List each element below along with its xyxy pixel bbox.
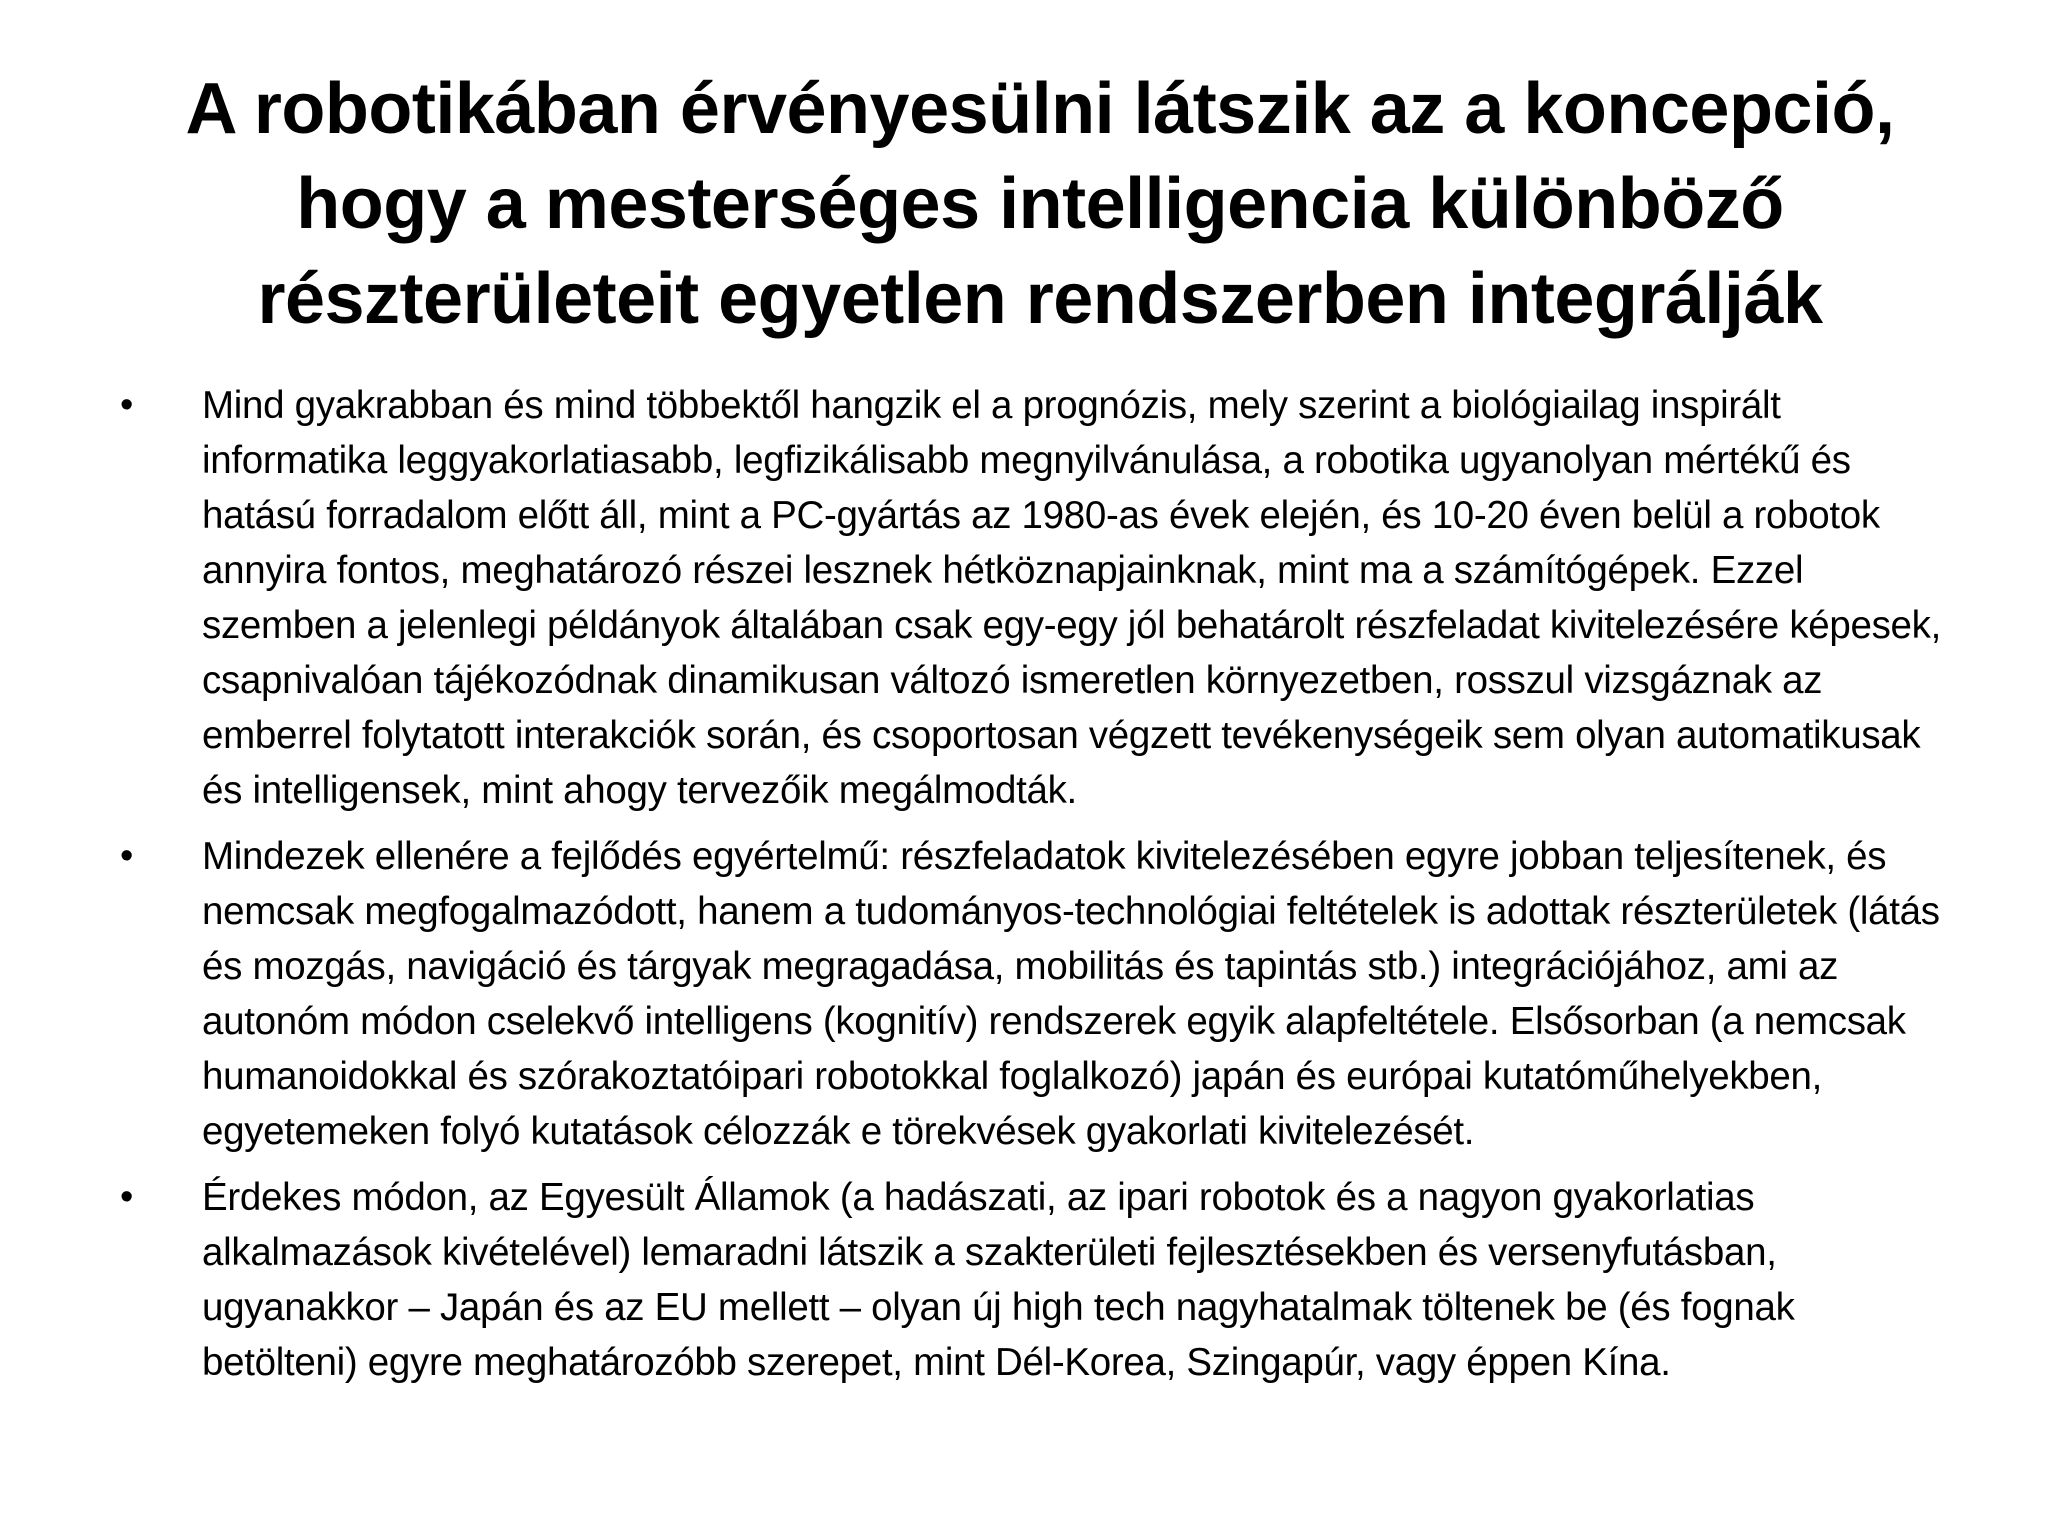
bullet-dot-icon: • — [120, 384, 134, 426]
bullet-item-3 — [120, 1170, 1960, 1390]
bullet-item-2 — [120, 829, 1960, 1159]
bullet-item-1 — [120, 378, 1960, 818]
bullet-dot-icon: • — [120, 835, 134, 877]
bullet-list — [120, 378, 1960, 1401]
slide-title: A robotikában érvényesülni látszik az a koncepció, hogy a mesterséges intelligencia különböző részterületeit egyetlen rendszerben integrálják — [185, 69, 1895, 339]
bullet-text-1: Mind gyakrabban és mind többektől hangzik el a prognózis, mely szerint a biológiailag inspirált informatika leggyakorlatiasabb, legfizikálisabb megnyilvánulása, a robotika ugyanolyan mértékű és hatású forradalom előtt áll, mint a PC-gyártás az 1980-as évek elején, és 10-20 éven belül a robotok annyira fontos, meghatározó részei lesznek hétköznapjainknak, mint ma a számítógépek. Ezzel szemben a jelenlegi példányok általában csak egy-egy jól behatárolt részfeladat kivitelezésére képesek, csapnivalóan tájékozódnak dinamikusan változó ismeretlen környezetben, rosszul vizsgáznak az emberrel folytatott interakciók során, és csoportosan végzett tevékenységeik sem olyan automatikusak és intelligensek, mint ahogy tervezőik megálmodták. — [202, 384, 1942, 812]
bullet-text-3: Érdekes módon, az Egyesült Államok (a hadászati, az ipari robotok és a nagyon gyakorlatias alkalmazások kivételével) lemaradni látszik a szakterületi fejlesztésekben és versenyfutásban, ugyanakkor – Japán és az EU mellett – olyan új high tech nagyhatalmak töltenek be (és fognak betölteni) egyre meghatározóbb szerepet, mint Dél-Korea, Szingapúr, vagy éppen Kína. — [202, 1176, 1795, 1384]
bullet-dot-icon: • — [120, 1176, 134, 1218]
bullet-text-2: Mindezek ellenére a fejlődés egyértelmű: részfeladatok kivitelezésében egyre jobban teljesítenek, és nemcsak megfogalmazódott, hanem a tudományos-technológiai feltételek is adottak részterületek (látás és mozgás, navigáció és tárgyak megragadása, mobilitás és tapintás stb.) integrációjához, ami az autonóm módon cselekvő intelligens (kognitív) rendszerek egyik alapfeltétele. Elsősorban (a nemcsak humanoidokkal és szórakoztatóipari robotokkal foglalkozó) japán és európai kutatóműhelyekben, egyetemeken folyó kutatások célozzák e törekvések gyakorlati kivitelezését. — [202, 835, 1940, 1153]
